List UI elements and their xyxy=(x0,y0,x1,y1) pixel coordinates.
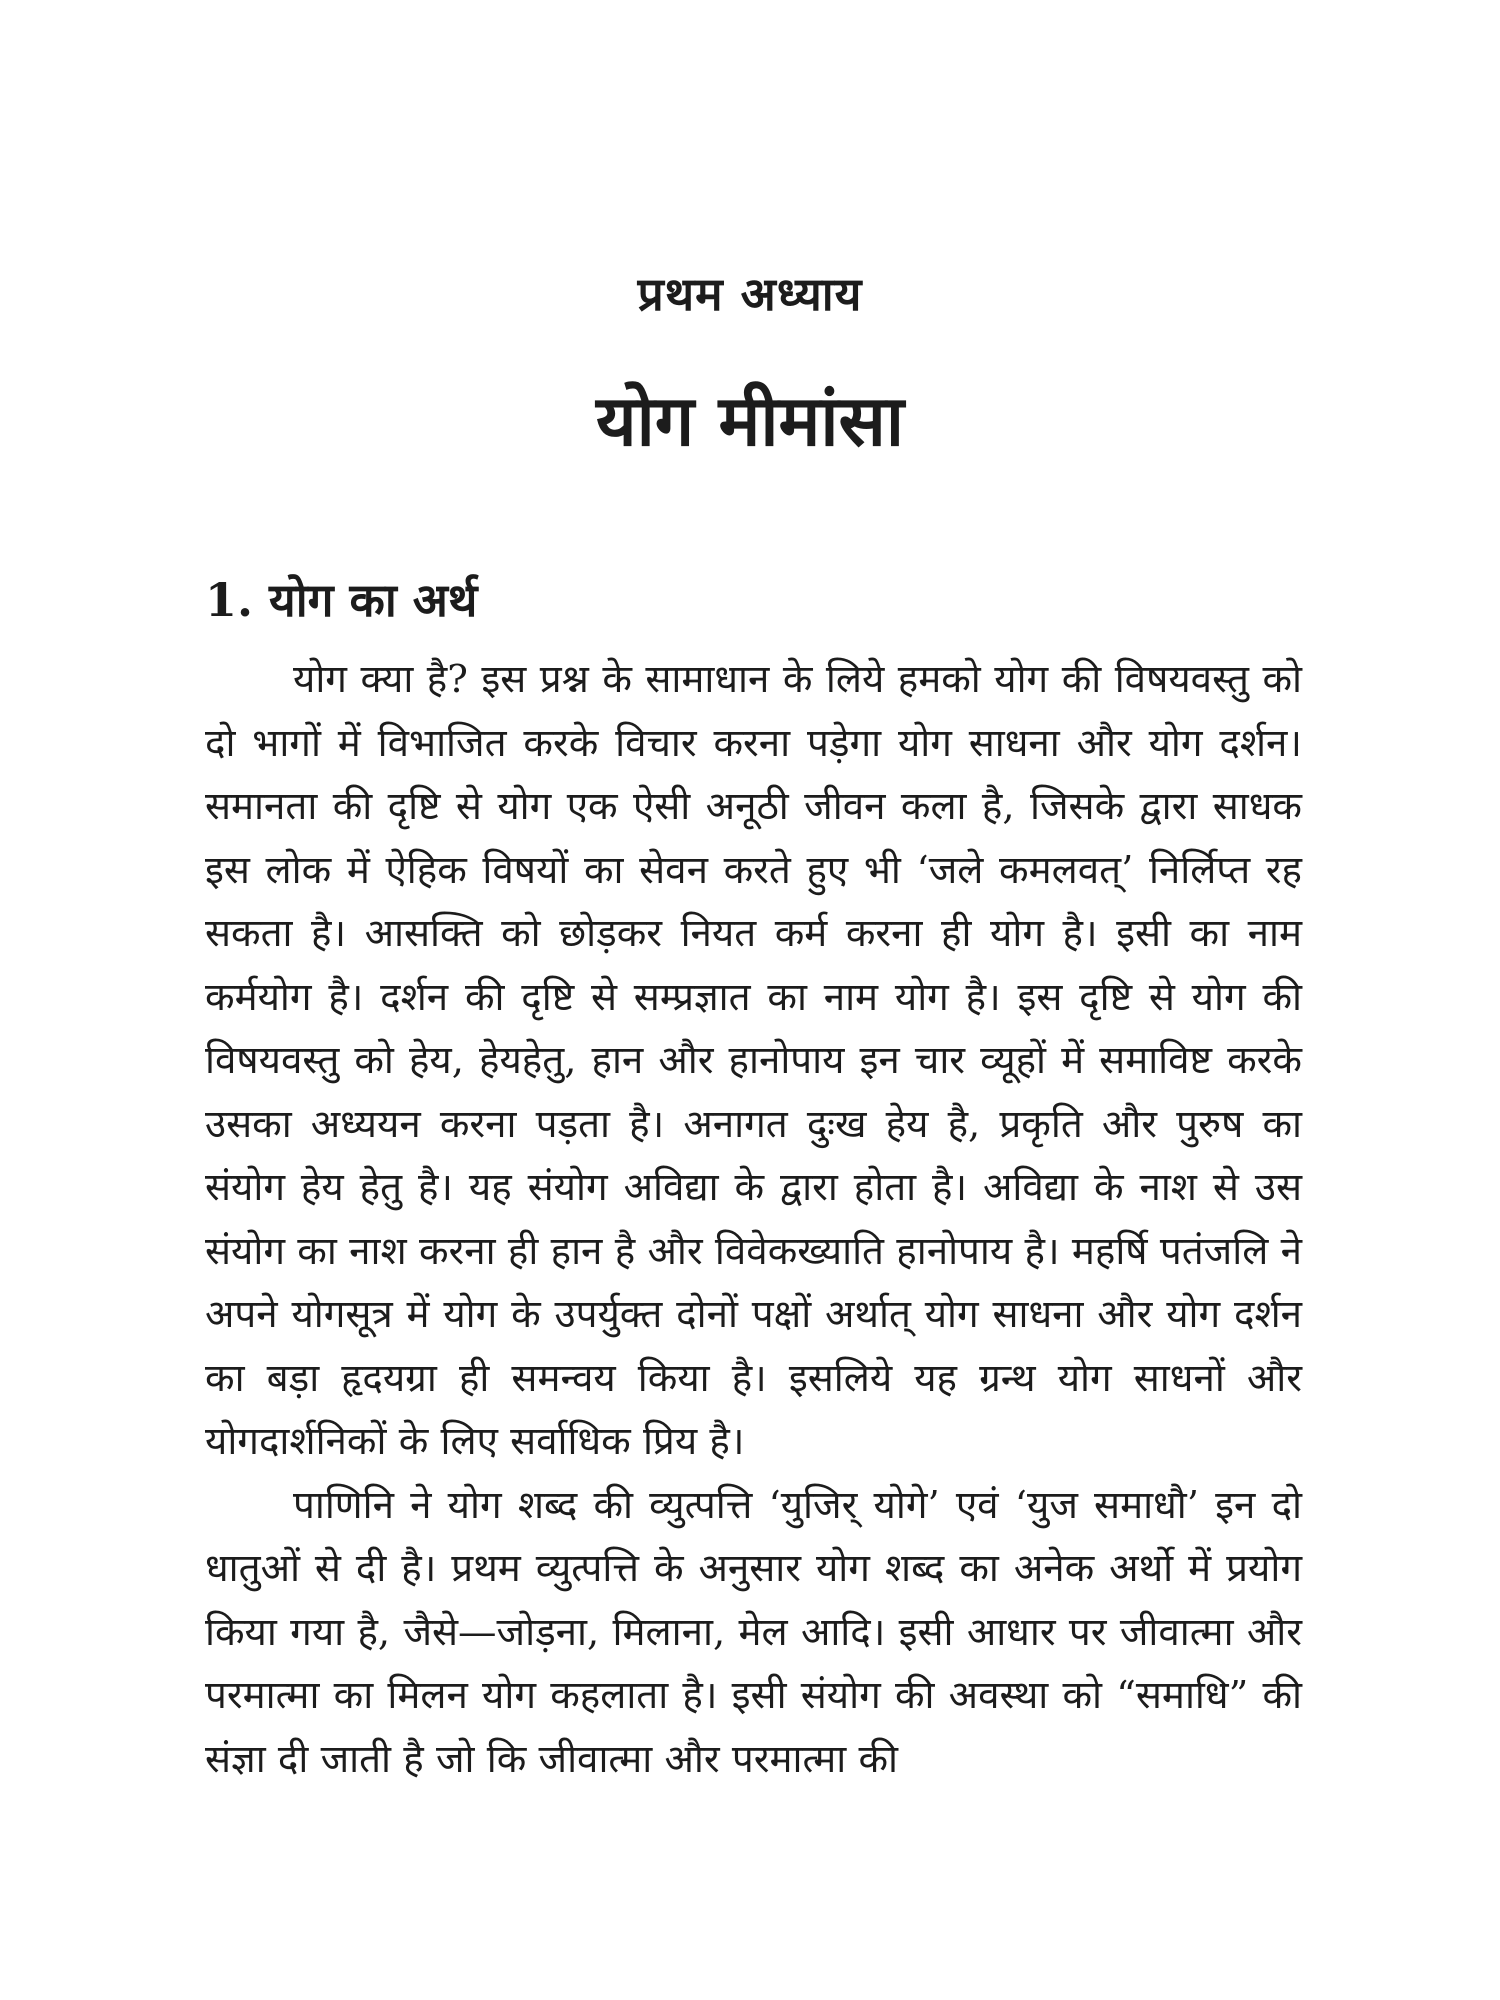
body-text xyxy=(205,648,1302,1791)
paragraph-meaning-of-yoga: योग क्या है? इस प्रश्न के सामाधान के लिये हमको योग की विषयवस्तु को दो भागों में विभाजित करके विचार करना पड़ेगा योग साधना और योग दर्शन। समानता की दृष्टि से योग एक ऐसी अनूठी जीवन कला है, जिसके द्वारा साधक इस लोक में ऐहिक विषयों का सेवन करते हुए भी ‘जले कमलवत्’ निर्लिप्त रह सकता है। आसक्ति को छोड़कर नियत कर्म करना ही योग है। इसी का नाम कर्मयोग है। दर्शन की दृष्टि से सम्प्रज्ञात का नाम योग है। इस दृष्टि से योग की विषयवस्तु को हेय, हेयहेतु, हान और हानोपाय इन चार व्यूहों में समाविष्ट करके उसका अध्ययन करना पड़ता है। अनागत दुःख हेय है, प्रकृति और पुरुष का संयोग हेय हेतु है। यह संयोग अविद्या के द्वारा होता है। अविद्या के नाश से उस संयोग का नाश करना ही हान है और विवेकख्याति हानोपाय है। महर्षि पतंजलि ने अपने योगसूत्र में योग के उपर्युक्त दोनों पक्षों अर्थात् योग साधना और योग दर्शन का बड़ा हृदयग्रा ही समन्वय किया है। इसलिये यह ग्रन्थ योग साधनों और योगदार्शनिकों के लिए सर्वाधिक प्रिय है। xyxy=(205,657,1302,1464)
chapter-number: प्रथम अध्याय xyxy=(637,267,863,321)
chapter-title: योग मीमांसा xyxy=(596,379,904,462)
paragraph-etymology: पाणिनि ने योग शब्द की व्युत्पत्ति ‘युजिर् योगे’ एवं ‘युज समाधौ’ इन दो धातुओं से दी है। प्रथम व्युत्पत्ति के अनुसार योग शब्द का अनेक अर्थो में प्रयोग किया गया है, जैसे—जोड़ना, मिलाना, मेल आदि। इसी आधार पर जीवात्मा और परमात्मा का मिलन योग कहलाता है। इसी संयोग की अवस्था को “समाधि” की संज्ञा दी जाती है जो कि जीवात्मा और परमात्मा की xyxy=(205,1482,1302,1782)
section-heading: 1. योग का अर्थ xyxy=(205,573,478,627)
